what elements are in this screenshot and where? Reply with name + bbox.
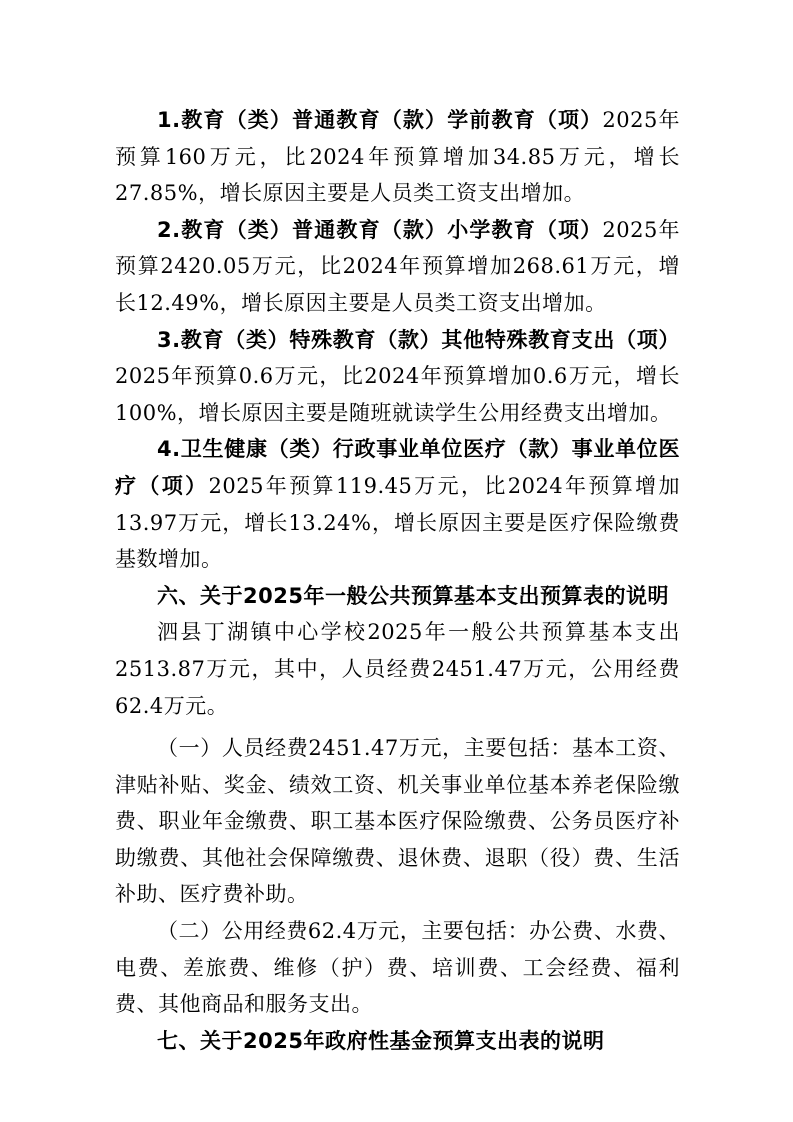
item-text: 2025年预算160万元，比2024年预算增加34.85万元，增长27.85%，增长原因主要是人员类工资支出增加。 (115, 108, 680, 206)
personnel-expenses: （一）人员经费2451.47万元，主要包括：基本工资、津贴补贴、奖金、绩效工资、机关事业单位基本养老保险缴费、职业年金缴费、职工基本医疗保险缴费、公务员医疗补助缴费、其他社会保障缴费、退休费、退职（役）费、生活补助、医疗费补助。 (115, 736, 680, 907)
item-title: 1.教育（类）普通教育（款）学前教育（项） (157, 108, 603, 132)
section-6-intro: 泗县丁湖镇中心学校2025年一般公共预算基本支出2513.87万元，其中，人员经费2451.47万元，公用经费62.4万元。 (115, 620, 680, 718)
item-health-medical (115, 431, 680, 577)
item-special-education (115, 322, 680, 432)
item-text: 2025年预算0.6万元，比2024年预算增加0.6万元，增长100%，增长原因主要是随班就读学生公用经费支出增加。 (115, 364, 680, 425)
item-text: 2025年预算119.45万元，比2024年预算增加13.97万元，增长13.24%，增长原因主要是医疗保险缴费基数增加。 (115, 473, 681, 572)
item-primary-education (115, 212, 680, 322)
section-6-heading: 六、关于2025年一般公共预算基本支出预算表的说明 (157, 583, 669, 608)
public-expenses: （二）公用经费62.4万元，主要包括：办公费、水费、电费、差旅费、维修（护）费、培训费、工会经费、福利费、其他商品和服务支出。 (115, 919, 680, 1017)
section-7-heading: 七、关于2025年政府性基金预算支出表的说明 (157, 1028, 605, 1053)
item-preschool-education (115, 102, 680, 212)
item-text: 2025年预算2420.05万元，比2024年预算增加268.61万元，增长12.49%，增长原因主要是人员类工资支出增加。 (115, 217, 680, 315)
item-title: 4.卫生健康（类）行政事业单位医疗（款）事业单位医疗（项） (115, 437, 680, 498)
item-title: 2.教育（类）普通教育（款）小学教育（项） (157, 217, 603, 242)
document-page (115, 102, 680, 1059)
item-title: 3.教育（类）特殊教育（款）其他特殊教育支出（项） (157, 327, 680, 352)
